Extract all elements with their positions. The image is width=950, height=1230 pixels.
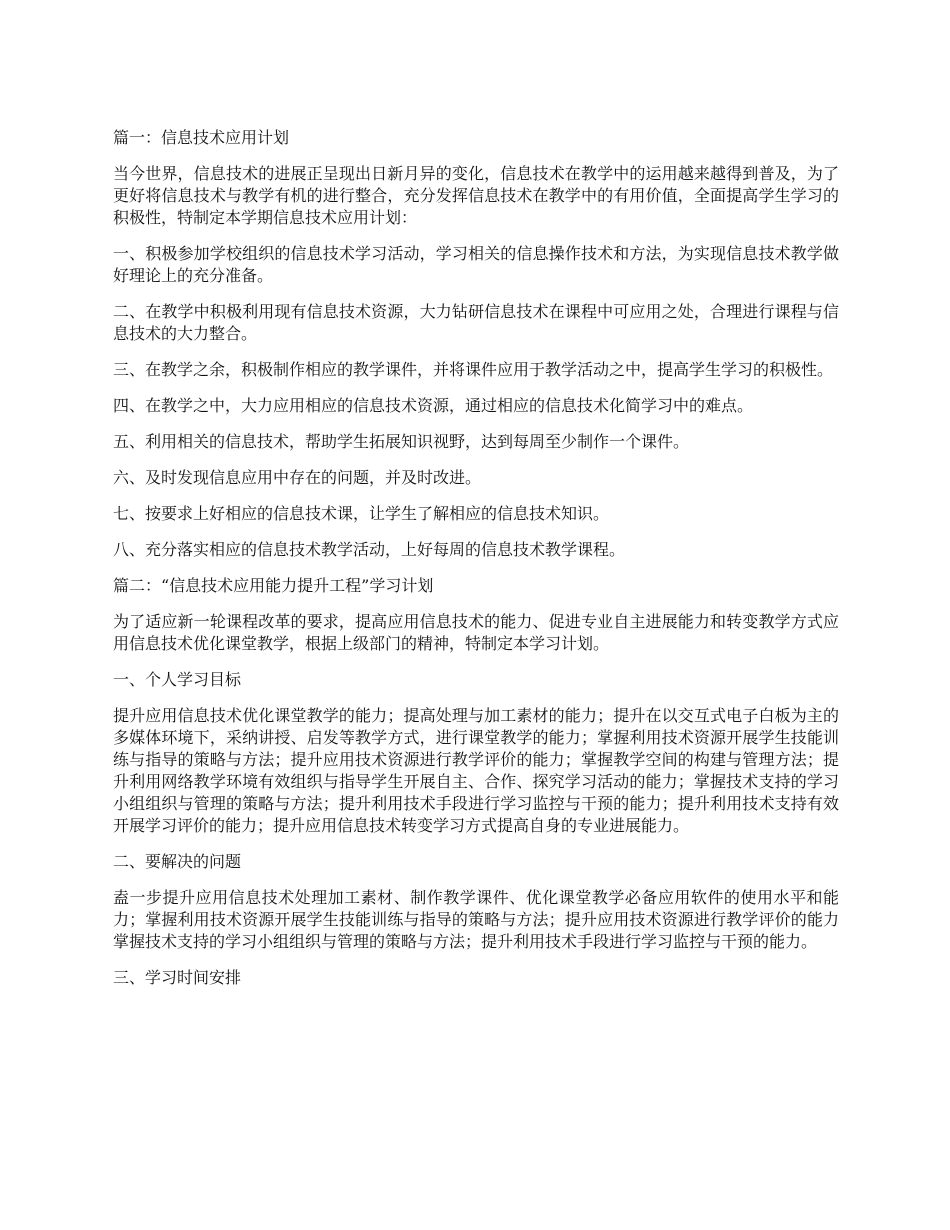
- document-body: [113, 127, 839, 1003]
- paragraph-item-1: 一、积极参加学校组织的信息技术学习活动，学习相关的信息操作技术和方法，为实现信息技术教学做好理论上的充分准备。: [113, 244, 839, 285]
- paragraph-learning-goals: 提升应用信息技术优化课堂教学的能力；提高处理与加工素材的能力；提升在以交互式电子白板为主的多媒体环境下，采纳讲授、启发等教学方式，进行课堂教学的能力；掌握利用技术资源开展学生技能训练与指导的策略与方法；提升应用技术资源进行教学评价的能力；掌握教学空间的构建与管理方法；提升利用网络教学环境有效组织与指导学生开展自主、合作、探究学习活动的能力；掌握技术支持的学习小组组织与管理的策略与方法；提升利用技术手段进行学习监控与干预的能力；提升利用技术支持有效开展学习评价的能力；提升应用信息技术转变学习方式提高自身的专业进展能力。: [113, 706, 839, 835]
- paragraph-item-5: 五、利用相关的信息技术，帮助学生拓展知识视野，达到每周至少制作一个课件。: [113, 432, 690, 451]
- paragraph-item-4: 四、在教学之中，大力应用相应的信息技术资源，通过相应的信息技术化简学习中的难点。: [113, 396, 754, 415]
- subheading-schedule: 三、学习时间安排: [113, 968, 242, 987]
- paragraph-intro-2: 为了适应新一轮课程改革的要求，提高应用信息技术的能力、促进专业自主进展能力和转变教学方式应用信息技术优化课堂教学，根据上级部门的精神，特制定本学习计划。: [113, 612, 839, 653]
- subheading-problems: 二、要解决的问题: [113, 852, 242, 871]
- paragraph-item-8: 八、充分落实相应的信息技术教学活动，上好每周的信息技术教学课程。: [113, 540, 626, 559]
- subheading-learning-goals: 一、个人学习目标: [113, 670, 242, 689]
- paragraph-item-3: 三、在教学之余，积极制作相应的教学课件，并将课件应用于教学活动之中，提高学生学习的积极性。: [113, 360, 834, 379]
- paragraph-item-2: 二、在教学中积极利用现有信息技术资源，大力钻研信息技术在课程中可应用之处，合理进行课程与信息技术的大力整合。: [113, 302, 839, 343]
- section-heading-2: 篇二：“信息技术应用能力提升工程”学习计划: [113, 576, 434, 595]
- section-heading-1: 篇一：信息技术应用计划: [113, 128, 290, 147]
- paragraph-problems: 盍一步提升应用信息技术处理加工素材、制作教学课件、优化课堂教学必备应用软件的使用水平和能力；掌握利用技术资源开展学生技能训练与指导的策略与方法；提升应用技术资源进行教学评价的能力掌握技术支持的学习小组组织与管理的策略与方法；提升利用技术手段进行学习监控与干预的能力。: [113, 888, 839, 951]
- paragraph-intro-1: 当今世界，信息技术的进展正呈现出日新月异的变化，信息技术在教学中的运用越来越得到普及，为了更好将信息技术与教学有机的进行整合，充分发挥信息技术在教学中的有用价值，全面提高学生学习的积极性，特制定本学期信息技术应用计划：: [113, 164, 839, 227]
- paragraph-item-7: 七、按要求上好相应的信息技术课，让学生了解相应的信息技术知识。: [113, 504, 610, 523]
- paragraph-item-6: 六、及时发现信息应用中存在的问题，并及时改进。: [113, 468, 482, 487]
